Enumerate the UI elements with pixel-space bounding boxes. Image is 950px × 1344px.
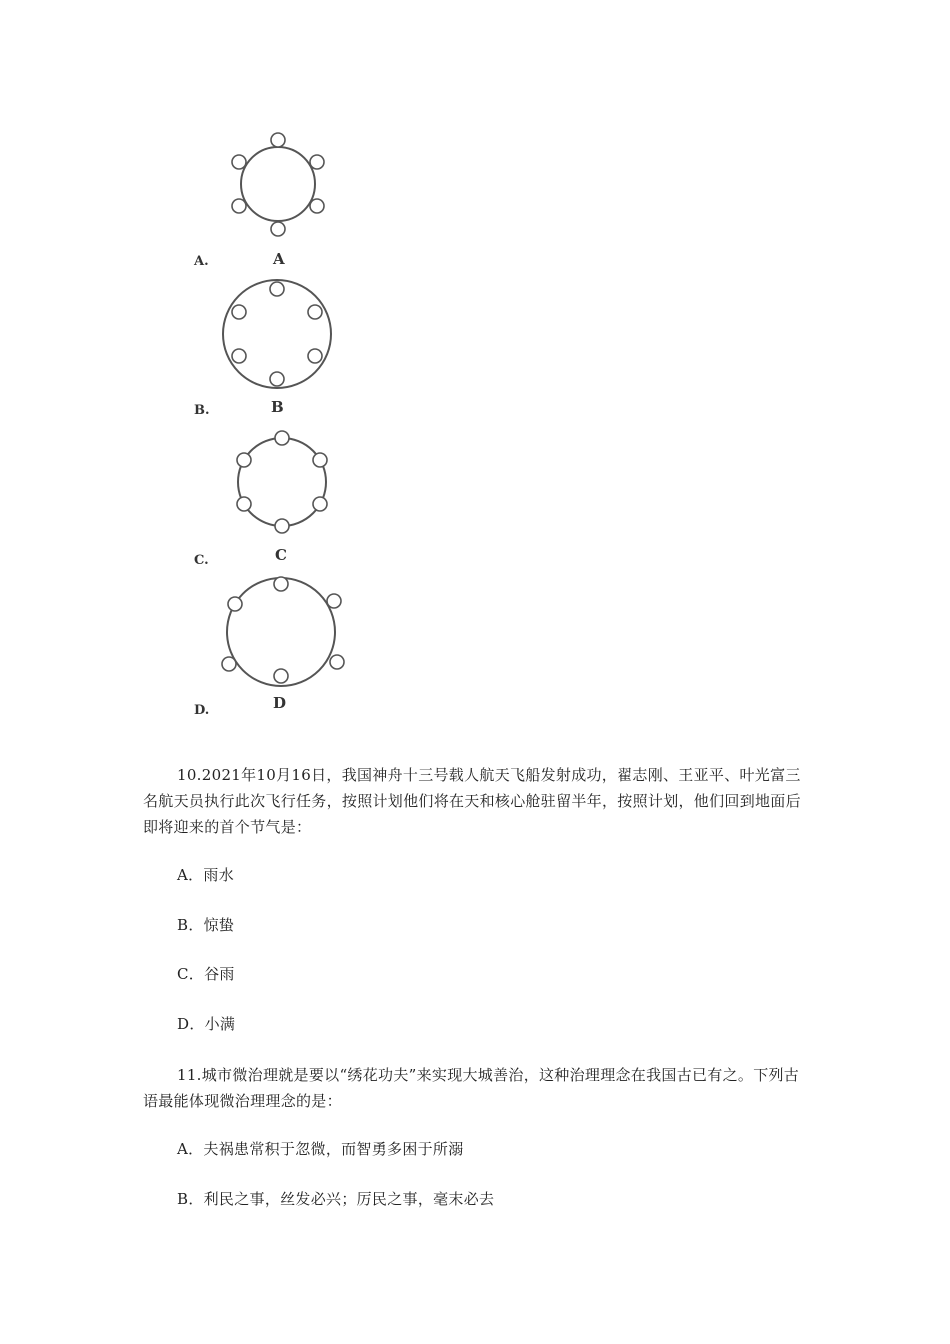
question-10-choice-b: B．惊蛰 <box>177 916 235 934</box>
small-circle <box>330 655 344 669</box>
small-circle <box>310 199 324 213</box>
diagram-caption: C <box>275 546 287 564</box>
small-circle <box>275 519 289 533</box>
small-circle <box>270 282 284 296</box>
small-circle <box>271 133 285 147</box>
question-10-text: 10.2021年10月16日，我国神舟十三号载人航天飞船发射成功，翟志刚、王亚平、叶光富三名航天员执行此次飞行任务，按照计划他们将在天和核心舱驻留半年，按照计划，他们回到地面后即将迎来的首个节气是： <box>143 766 801 836</box>
small-circle <box>232 305 246 319</box>
small-circle <box>310 155 324 169</box>
question-11-text: 11.城市微治理就是要以“绣花功夫”来实现大城善治，这种治理理念在我国古已有之。下列古语最能体现微治理理念的是： <box>143 1066 800 1110</box>
small-circle <box>313 453 327 467</box>
option-b-letter: B. <box>194 403 210 418</box>
small-circle <box>308 349 322 363</box>
small-circle <box>308 305 322 319</box>
diagram-caption: A <box>273 250 285 268</box>
small-circle <box>271 222 285 236</box>
small-circle <box>275 431 289 445</box>
question-11-choice-b: B．利民之事，丝发必兴；厉民之事，毫末必去 <box>177 1190 495 1208</box>
small-circle <box>232 349 246 363</box>
small-circle <box>237 453 251 467</box>
question-10-choice-c: C．谷雨 <box>177 965 235 983</box>
diagram-caption: B <box>271 398 284 416</box>
small-circle <box>313 497 327 511</box>
diagram-caption: D <box>273 694 287 712</box>
small-circle <box>327 594 341 608</box>
small-circle <box>222 657 236 671</box>
diagram-option-d <box>216 572 352 714</box>
small-circle <box>237 497 251 511</box>
question-10-choice-a: A．雨水 <box>177 866 235 884</box>
diagram-option-b <box>220 278 336 418</box>
small-circle <box>232 155 246 169</box>
small-circle <box>274 669 288 683</box>
main-circle <box>238 438 326 526</box>
small-circle <box>228 597 242 611</box>
small-circle <box>274 577 288 591</box>
option-d-letter: D. <box>194 703 210 718</box>
option-c-letter: C. <box>194 553 209 568</box>
small-circle <box>270 372 284 386</box>
diagram-option-a <box>222 128 334 268</box>
question-10-choice-d: D．小满 <box>177 1015 236 1033</box>
question-11-choice-a: A．夫祸患常积于忽微，而智勇多困于所溺 <box>177 1140 464 1158</box>
option-a-letter: A. <box>194 254 209 269</box>
small-circle <box>232 199 246 213</box>
main-circle <box>241 147 315 221</box>
diagram-option-c <box>228 428 336 566</box>
